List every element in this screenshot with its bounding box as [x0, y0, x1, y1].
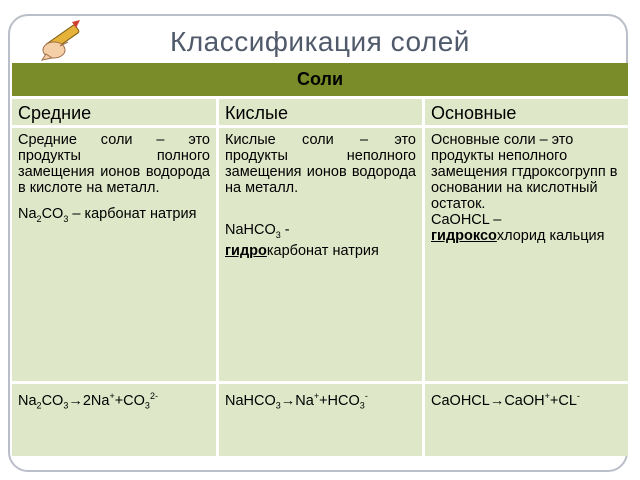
middle-salts-cell [12, 128, 216, 381]
column-heading-middle: Средние [12, 99, 216, 125]
salts-table [12, 63, 628, 456]
column-heading-acid: Кислые [219, 99, 422, 125]
acid-salts-definition: Кислые соли – это продукты неполного замещения ионов водорода на металл. [225, 132, 416, 196]
acid-salts-example: NaHCO$_3$ - гидрокарбонат натрия [225, 222, 379, 259]
column-heading-basic: Основные [425, 99, 628, 125]
acid-salts-cell [219, 128, 422, 381]
middle-salts-definition: Средние соли – это продукты полного замещения ионов водорода в кислоте на металл. [18, 132, 210, 196]
middle-salts-example: $Na_2CO_3$ – карбонат натрия [18, 206, 197, 224]
basic-salts-equation: CaOHCL→CaOH++CL- [425, 384, 628, 456]
basic-salts-example: CaOHCL – гидроксохлорид кальция [431, 212, 605, 244]
basic-salts-definition: Основные соли – это продукты неполного замещения гтдроксогрупп в основании на кислотный остаток. [431, 132, 618, 212]
table-header: Соли [12, 63, 628, 96]
basic-salts-cell [425, 128, 628, 381]
acid-salts-equation: $NaHCO_3\to Na^++HCO_3^-$ [219, 384, 422, 456]
middle-salts-equation: $Na_2CO_3\to 2Na^++CO_3^{2-}$ [12, 384, 216, 456]
page-title: Классификация солей [170, 26, 470, 57]
